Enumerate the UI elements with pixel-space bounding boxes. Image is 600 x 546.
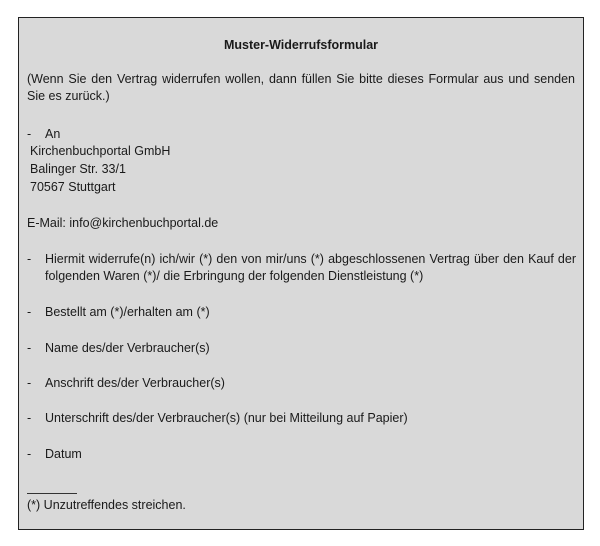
address-company: Kirchenbuchportal GmbH [30,144,171,158]
form-intro: (Wenn Sie den Vertrag widerrufen wollen, dann füllen Sie bitte dieses Formular aus und senden Sie es zurück.) [27,72,575,103]
withdrawal-statement: Hiermit widerrufe(n) ich/wir (*) den von mir/uns (*) abgeschlossenen Vertrag über den Kauf der folgenden Waren (*)/ die Erbringung der folgenden Dienstleistung (*) [45,252,576,283]
form-title: Muster-Widerrufsformular [223,38,379,52]
ordered-received-field: Bestellt am (*)/erhalten am (*) [45,305,210,319]
consumer-name-field: Name des/der Verbraucher(s) [45,341,210,355]
bullet-dash: - [27,127,32,141]
withdrawal-form-box [18,17,584,530]
footnote: (*) Unzutreffendes streichen. [27,498,186,512]
bullet-dash: - [27,447,32,461]
recipient-label: An [45,127,61,141]
bullet-dash: - [27,252,32,266]
bullet-dash: - [27,341,32,355]
bullet-dash: - [27,376,32,390]
footnote-divider [27,493,77,494]
consumer-address-field: Anschrift des/der Verbraucher(s) [45,376,225,390]
bullet-dash: - [27,305,32,319]
bullet-dash: - [27,411,32,425]
address-street: Balinger Str. 33/1 [30,162,126,176]
address-city: 70567 Stuttgart [30,180,116,194]
date-field: Datum [45,447,82,461]
email-line: E-Mail: info@kirchenbuchportal.de [27,216,219,230]
signature-field: Unterschrift des/der Verbraucher(s) (nur bei Mitteilung auf Papier) [45,411,408,425]
